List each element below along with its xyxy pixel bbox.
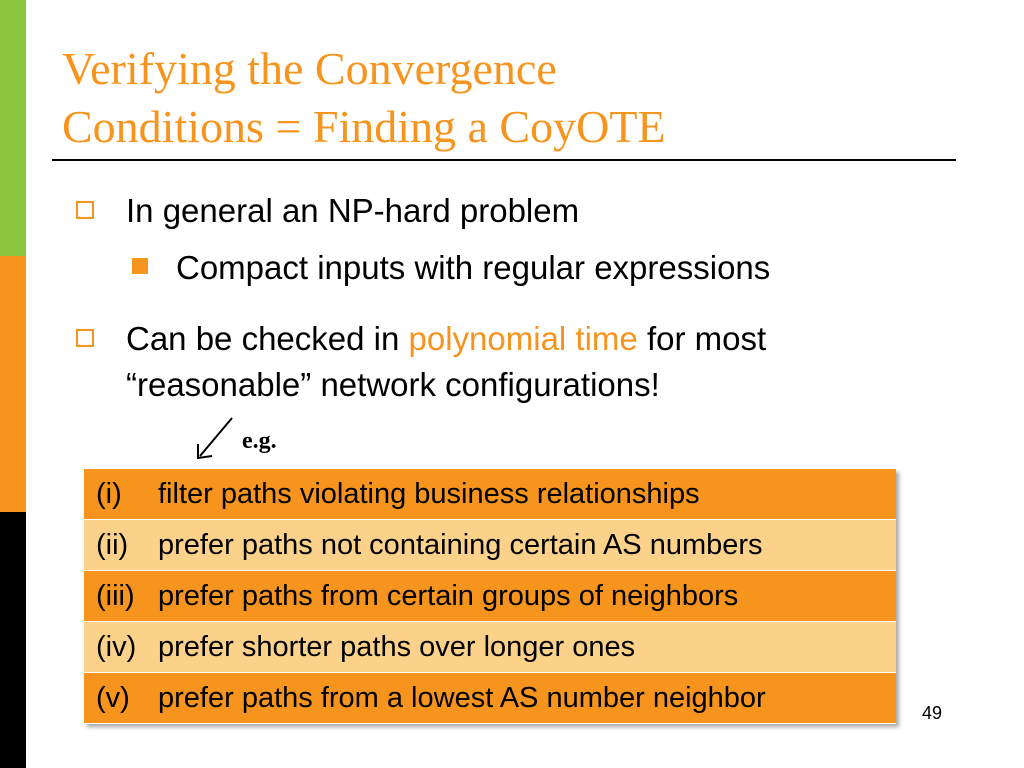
down-left-arrow-icon	[190, 414, 240, 464]
policy-table	[84, 469, 896, 724]
sidebar-decoration	[0, 0, 26, 768]
row-number: (iii)	[96, 579, 135, 612]
page-number: 49	[922, 703, 943, 723]
bullet-2-suffix: for most	[637, 320, 767, 357]
bullet-2	[126, 318, 766, 360]
filled-square-bullet-icon	[132, 258, 148, 274]
bullet-1: In general an NP-hard problem	[126, 192, 580, 229]
row-number: (v)	[96, 681, 130, 714]
table-row	[84, 520, 896, 571]
row-text: prefer paths from certain groups of neighbors	[158, 579, 739, 612]
title-line-1: Verifying the Convergence	[62, 43, 557, 94]
slide-title	[62, 40, 962, 156]
row-text: filter paths violating business relationships	[158, 477, 700, 510]
title-divider	[52, 159, 956, 161]
table-row	[84, 673, 896, 724]
table-row	[84, 622, 896, 673]
table-row	[84, 571, 896, 622]
row-number: (iv)	[96, 630, 137, 663]
sidebar-black-band	[0, 512, 26, 768]
row-text: prefer shorter paths over longer ones	[158, 630, 636, 663]
table-row	[84, 469, 896, 520]
bullet-2-line-2: “reasonable” network configurations!	[126, 366, 660, 403]
bullet-2-highlight: polynomial time	[408, 320, 638, 357]
row-text: prefer paths not containing certain AS numbers	[158, 528, 763, 561]
row-number: (ii)	[96, 528, 129, 561]
sub-bullet-1: Compact inputs with regular expressions	[176, 249, 771, 286]
sidebar-orange-band	[0, 256, 26, 512]
title-line-2: Conditions = Finding a CoyOTE	[62, 101, 666, 152]
eg-label: e.g.	[242, 428, 277, 454]
hollow-square-bullet-icon	[76, 329, 94, 347]
hollow-square-bullet-icon	[76, 201, 94, 219]
bullet-2-prefix: Can be checked in	[126, 320, 409, 357]
row-number: (i)	[96, 477, 122, 510]
sidebar-green-band	[0, 0, 26, 256]
row-text: prefer paths from a lowest AS number neighbor	[158, 681, 766, 714]
